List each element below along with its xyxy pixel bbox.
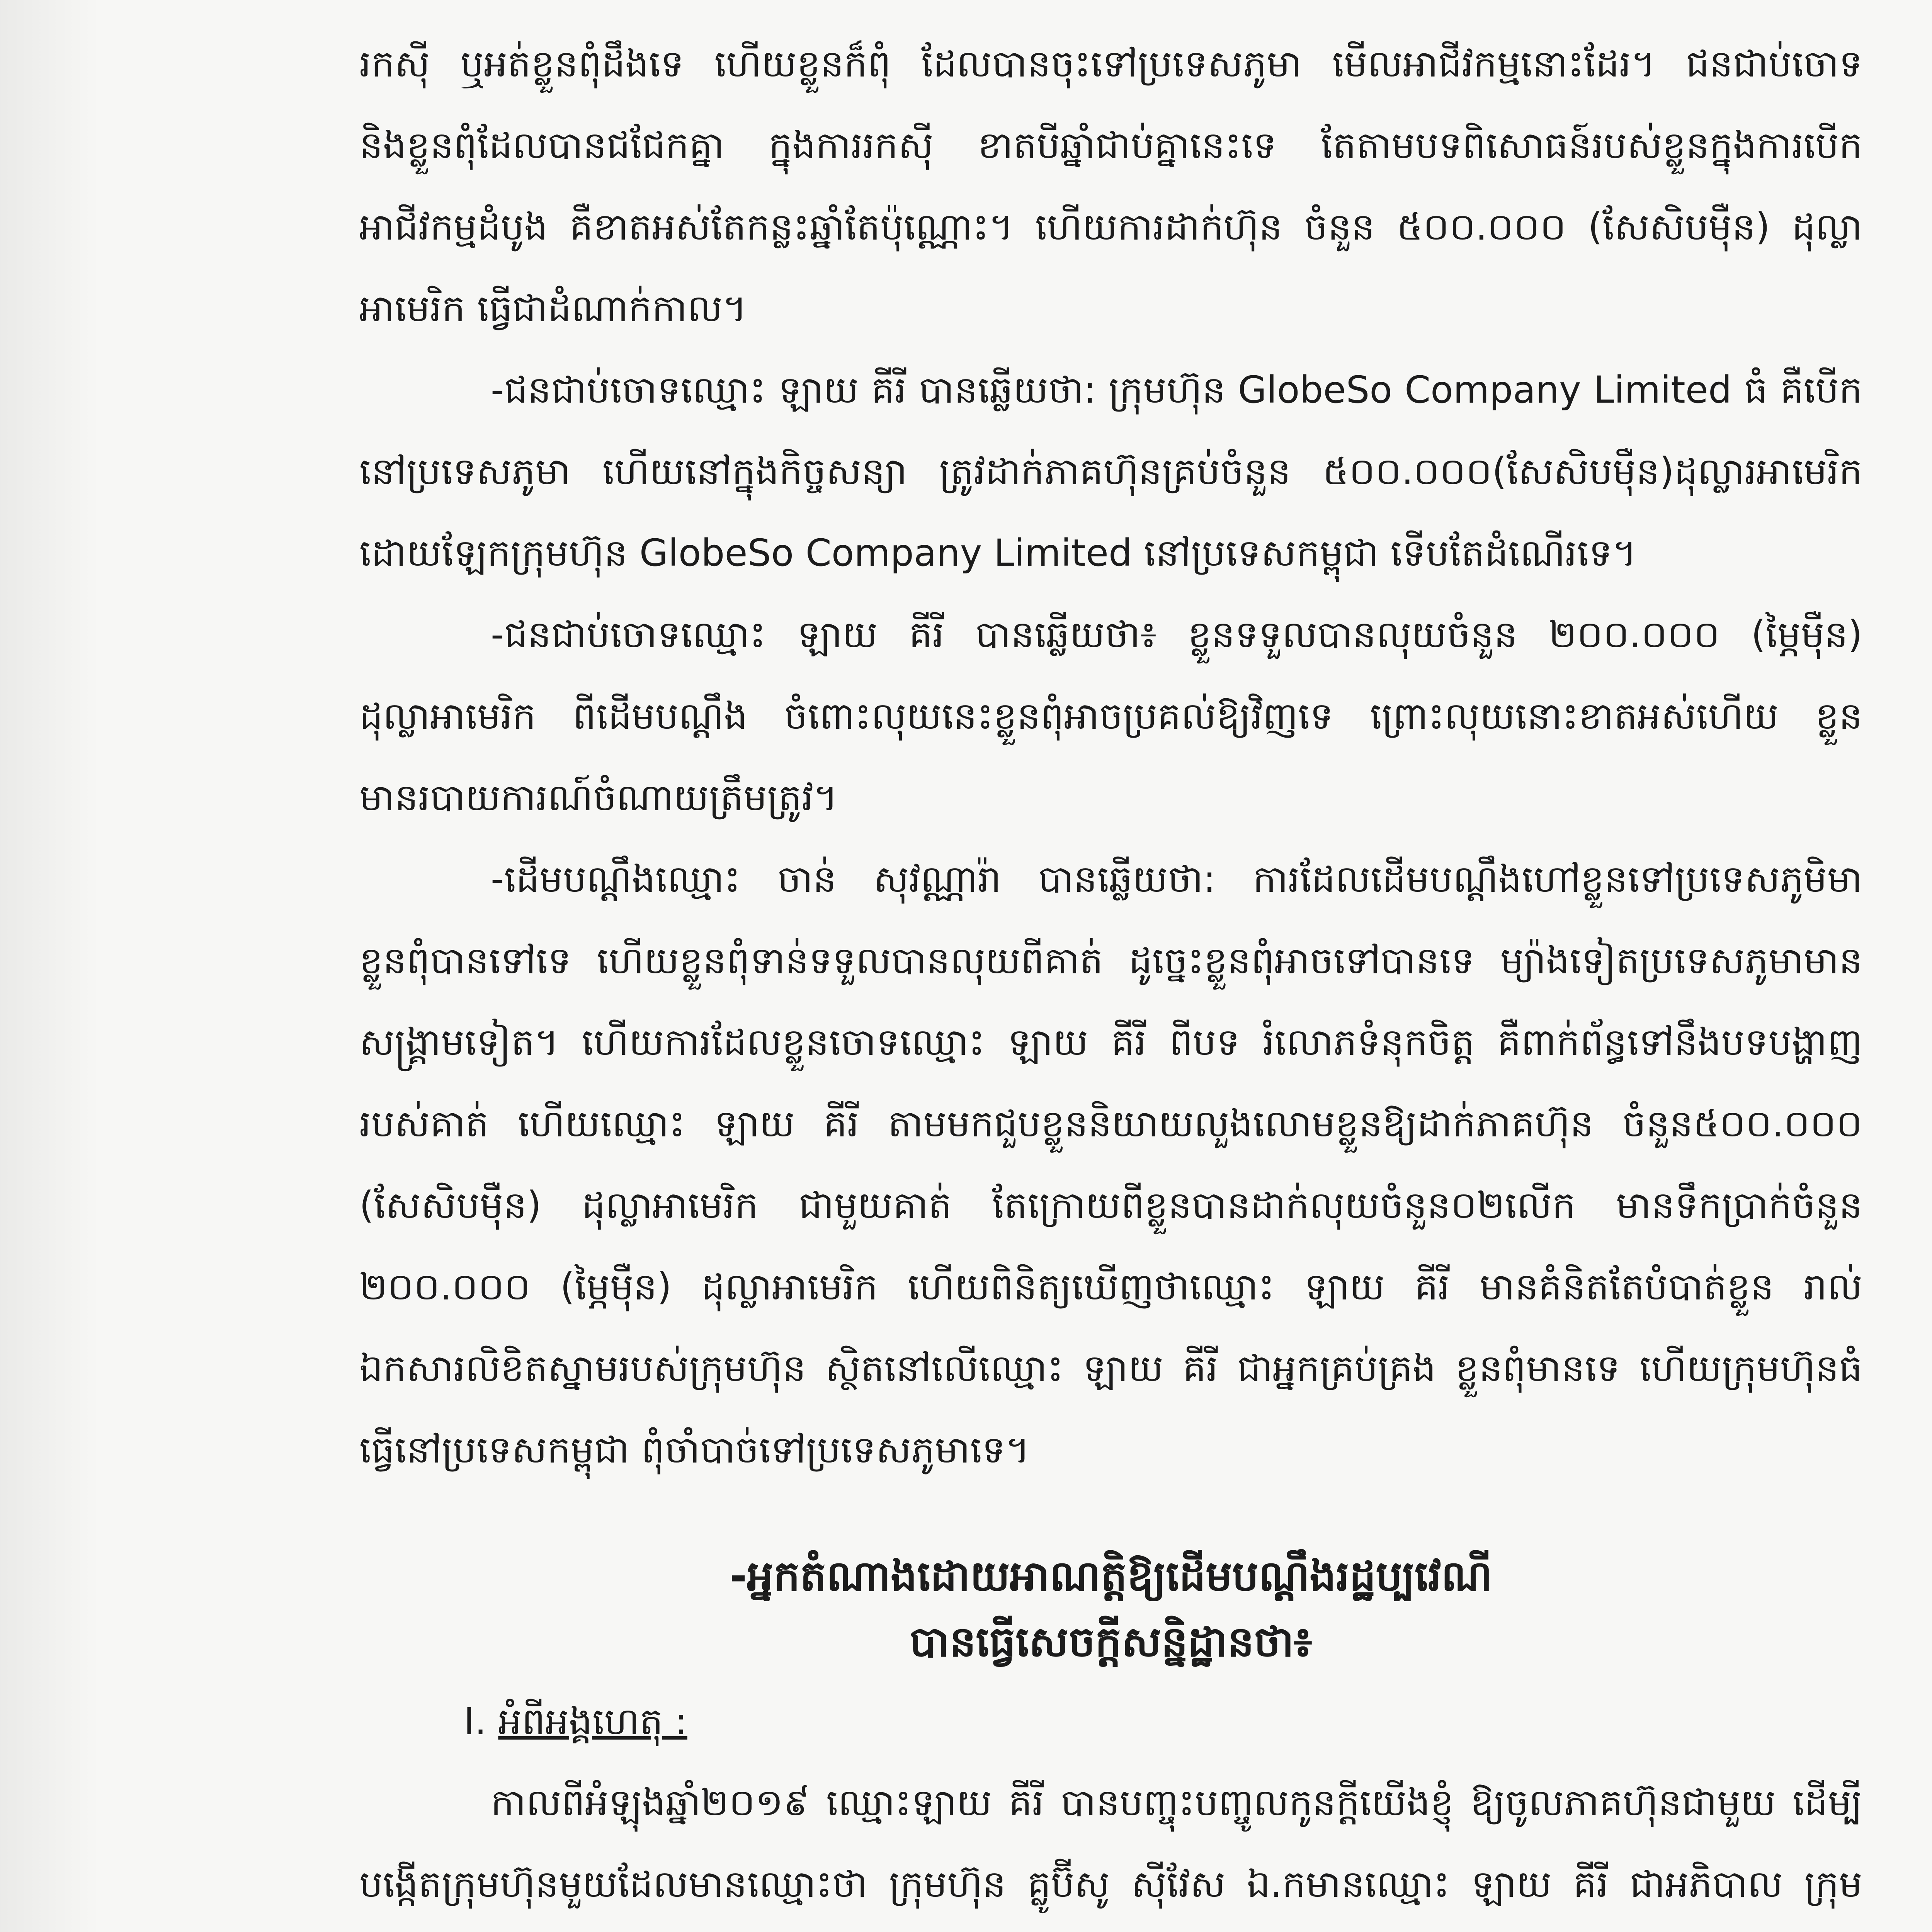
text-line: [359, 1925, 1862, 1932]
body-text-bottom: [359, 1762, 1862, 1932]
section-heading: [359, 1544, 1862, 1675]
text-line: អាមេរិក ធ្វើជាដំណាក់កាល។: [359, 287, 747, 330]
text-line: របស់គាត់ ហើយឈ្មោះ ឡាយ គីរី តាមមកជួបខ្លួននិយាយលួងលោមខ្លួនឱ្យដាក់ភាគហ៊ុន ចំនួន៥០០.០០០: [359, 1102, 1862, 1145]
text-line: ដោយឡែកក្រុមហ៊ុន GlobeSo Company Limited នៅប្រទេសកម្ពុជា ទើបតែដំណើរទេ។: [359, 531, 1637, 575]
text-line: ធ្វើនៅប្រទេសកម្ពុជា ពុំចាំបាច់ទៅប្រទេសភូមាទេ។: [359, 1428, 1030, 1471]
text-line: បង្កើតក្រុមហ៊ុនមួយដែលមានឈ្មោះថា ក្រុមហ៊ុន គ្លូប៊ីសូ ស៊ីវែស ឯ.កមានឈ្មោះ ឡាយ គីរី ជាអភិបាល ក្រុម: [359, 1862, 1862, 1906]
subsection-title: [464, 1692, 687, 1750]
text-line: សង្គ្រាមទៀត។ ហើយការដែលខ្លួនចោទឈ្មោះ ឡាយ គីរី ពីបទ រំលោភទំនុកចិត្ត គឺពាក់ព័ន្ធទៅនឹងបទបង្ហាញ: [359, 1020, 1862, 1064]
body-text-top: [359, 23, 1862, 1491]
text-line: កាលពីអំឡុងឆ្នាំ២០១៩ ឈ្មោះឡាយ គីរី បានបញ្ចុះបញ្ចូលកូនក្តីយើងខ្ញុំ ឱ្យចូលភាគហ៊ុនជាមួយ ដើម្បី: [491, 1781, 1862, 1824]
text-line: ឯកសារលិខិតស្នាមរបស់ក្រុមហ៊ុន ស្ថិតនៅលើឈ្មោះ ឡាយ គីរី ជាអ្នកគ្រប់គ្រង ខ្លួនពុំមានទេ ហើយក្រុមហ៊ុនធំ: [359, 1347, 1862, 1390]
text-line: រកស៊ី ឬអត់ខ្លួនពុំដឹងទេ ហើយខ្លួនក៏ពុំ ដែលបានចុះទៅប្រទេសភូមា មើលអាជីវកម្មនោះដែរ។ ជនជាប់ចោទ: [359, 42, 1862, 85]
text-line: (សែសិបម៉ឺន) ដុល្លាអាមេរិក ជាមួយគាត់ តែក្រោយពីខ្លួនបានដាក់លុយចំនួន០២លើក មានទឹកប្រាក់ចំនួន: [359, 1184, 1862, 1227]
text-line: ដុល្លាអាមេរិក ពីដើមបណ្តឹង ចំពោះលុយនេះខ្លួនពុំអាចប្រគល់ឱ្យវិញទេ ព្រោះលុយនោះខាតអស់ហើយ ខ្លួន: [359, 694, 1862, 738]
text-line: -ជនជាប់ចោទឈ្មោះ ឡាយ គីរី បានឆ្លើយថា: ក្រុមហ៊ុន GlobeSo Company Limited ធំ គឺបើក: [491, 368, 1862, 412]
text-line: មានរបាយការណ៍ចំណាយត្រឹមត្រូវ។: [359, 776, 838, 819]
text-line: ២០០.០០០ (ម្ភៃម៉ឺន) ដុល្លាអាមេរិក ហើយពិនិត្យឃើញថាឈ្មោះ ឡាយ គីរី មានគំនិតតែបំបាត់ខ្លួន រាល់: [359, 1265, 1862, 1308]
text-line: -ជនជាប់ចោទឈ្មោះ ឡាយ គីរី បានឆ្លើយថា៖ ខ្លួនទទួលបានលុយចំនួន ២០០.០០០ (ម្ភៃម៉ឺន): [491, 613, 1862, 656]
subsection-label: អំពីអង្គហេតុ :: [498, 1700, 687, 1743]
text-line: នៅប្រទេសភូមា ហើយនៅក្នុងកិច្ចសន្យា ត្រូវដាក់ភាគហ៊ុនគ្រប់ចំនួន ៥០០.០០០(សែសិបម៉ឺន)ដុល្លារអាមេរិក: [359, 450, 1862, 493]
scan-shadow: [0, 0, 100, 1932]
heading-line: -អ្នកតំណាងដោយអាណត្តិឱ្យដើមបណ្តឹងរដ្ឋប្បវេណី: [730, 1552, 1492, 1600]
subsection-number: I.: [464, 1700, 486, 1743]
heading-line: បានធ្វើសេចក្តីសន្និដ្ឋានថា៖: [910, 1618, 1312, 1666]
text-line: -ដើមបណ្តឹងឈ្មោះ ចាន់ សុវណ្ណារ៉ា បានឆ្លើយថា: ការដែលដើមបណ្តឹងហៅខ្លួនទៅប្រទេសភូមិមា: [491, 857, 1862, 901]
text-line: អាជីវកម្មដំបូង គឺខាតអស់តែកន្លះឆ្នាំតែប៉ុណ្ណោះ។ ហើយការដាក់ហ៊ុន ចំនួន ៥០០.០០០ (សែសិបម៉ឺន) ដុល្លា: [359, 205, 1862, 248]
text-line: និងខ្លួនពុំដែលបានជជែកគ្នា ក្នុងការរកស៊ី ខាតបីឆ្នាំជាប់គ្នានេះទេ តែតាមបទពិសោធន៍របស់ខ្លួនក្នុងការបើក: [359, 124, 1862, 167]
text-line: ខ្លួនពុំបានទៅទេ ហើយខ្លួនពុំទាន់ទទួលបានលុយពីគាត់ ដូច្នេះខ្លួនពុំអាចទៅបានទេ ម្យ៉ាងទៀតប្រទេសភូមាមាន: [359, 939, 1862, 982]
